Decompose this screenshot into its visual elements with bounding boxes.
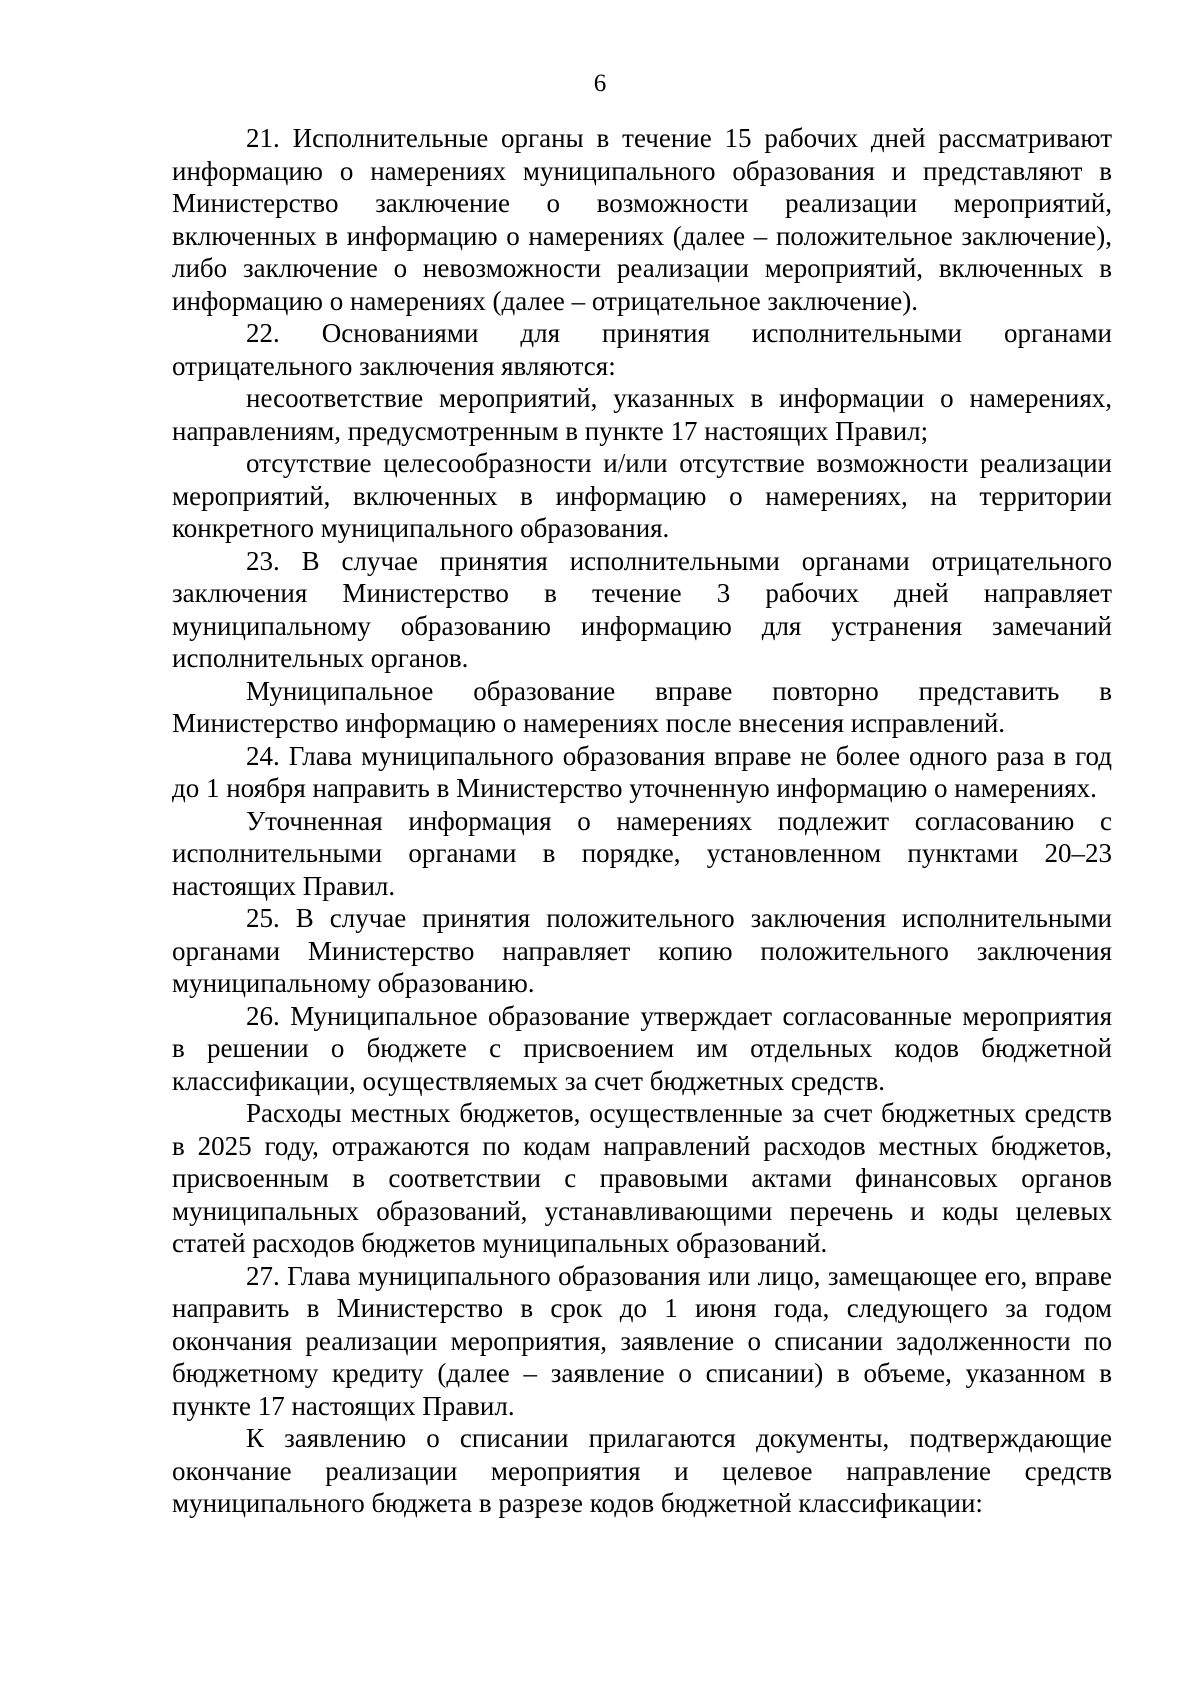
paragraph-22: 22. Основаниями для принятия исполнительными органами отрицательного заключения являются: (172, 318, 1112, 381)
paragraph-22-item-2: отсутствие целесообразности и/или отсутствие возможности реализации мероприятий, включенных в информацию о намерениях, на территории конкретного муниципального образования. (172, 448, 1112, 543)
paragraph-21: 21. Исполнительные органы в течение 15 рабочих дней рассматривают информацию о намерениях муниципального образования и представляют в Министерство заключение о возможности реализации мероприятий, включенных в информацию о намерениях (далее – положительное заключение), либо заключение о невозможности реализации мероприятий, включенных в информацию о намерениях (далее – отрицательное заключение). (172, 123, 1112, 316)
paragraph-26: 26. Муниципальное образование утверждает согласованные мероприятия в решении о бюджете с присвоением им отдельных кодов бюджетной классификации, осуществляемых за счет бюджетных средств. (172, 1000, 1112, 1096)
document-body (172, 122, 1112, 1520)
paragraph-25: 25. В случае принятия положительного заключения исполнительными органами Министерство направляет копию положительного заключения муниципальному образованию. (172, 903, 1112, 998)
paragraph-23: 23. В случае принятия исполнительными органами отрицательного заключения Министерство в течение 3 рабочих дней направляет муниципальному образованию информацию для устранения замечаний исполнительных органов. (172, 545, 1112, 673)
paragraph-24-continuation: Уточненная информация о намерениях подлежит согласованию с исполнительными органами в порядке, установленном пунктами 20–23 настоящих Правил. (172, 805, 1112, 901)
paragraph-27: 27. Глава муниципального образования или лицо, замещающее его, вправе направить в Министерство в срок до 1 июня года, следующего за годом окончания реализации мероприятия, заявление о списании задолженности по бюджетному кредиту (далее – заявление о списании) в объеме, указанном в пункте 17 настоящих Правил. (172, 1260, 1112, 1421)
paragraph-24: 24. Глава муниципального образования вправе не более одного раза в год до 1 ноября направить в Министерство уточненную информацию о намерениях. (172, 740, 1112, 803)
paragraph-27-continuation: К заявлению о списании прилагаются документы, подтверждающие окончание реализации мероприятия и целевое направление средств муниципального бюджета в разрезе кодов бюджетной классификации: (172, 1423, 1112, 1518)
paragraph-26-continuation: Расходы местных бюджетов, осуществленные за счет бюджетных средств в 2025 году, отражаются по кодам направлений расходов местных бюджетов, присвоенным в соответствии с правовыми актами финансовых органов муниципальных образований, устанавливающими перечень и коды целевых статей расходов бюджетов муниципальных образований. (172, 1098, 1112, 1258)
paragraph-22-item-1: несоответствие мероприятий, указанных в информации о намерениях, направлениям, предусмотренным в пункте 17 настоящих Правил; (172, 383, 1112, 446)
page-number: 6 (593, 70, 607, 97)
paragraph-23-continuation: Муниципальное образование вправе повторно представить в Министерство информацию о намерениях после внесения исправлений. (172, 675, 1112, 738)
